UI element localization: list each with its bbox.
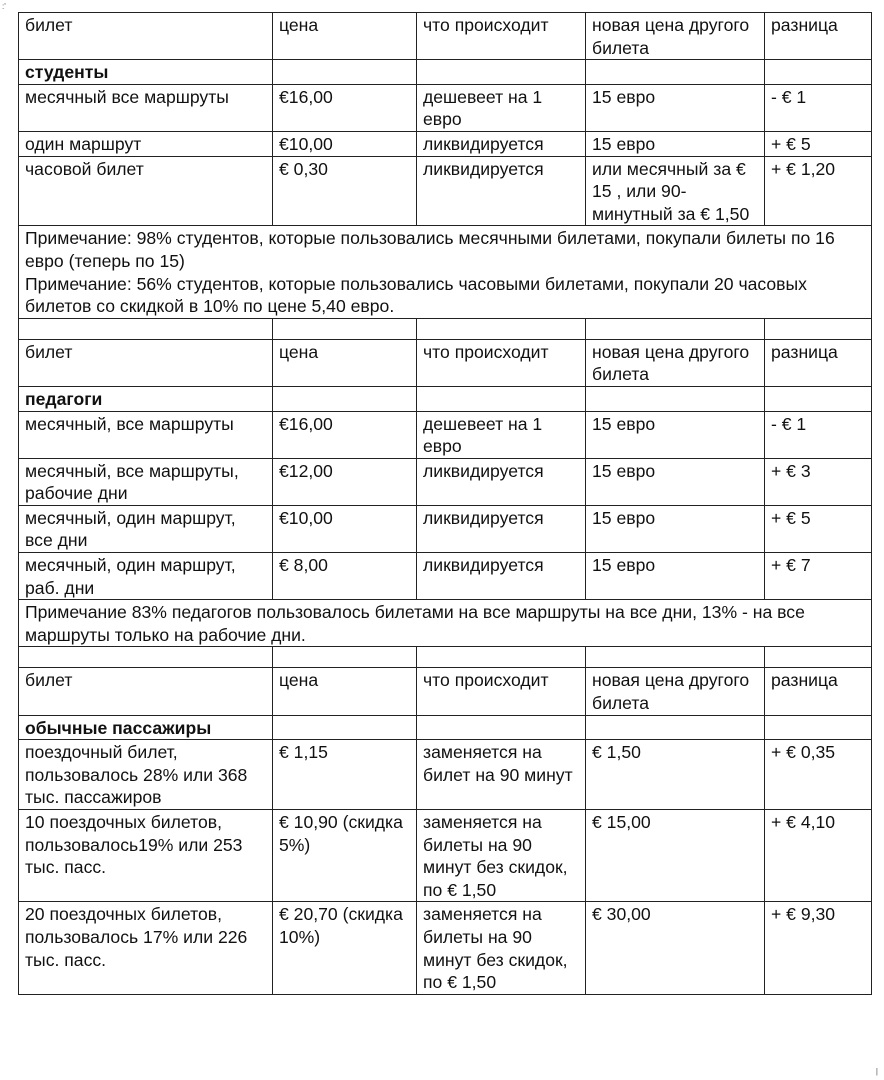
cell-change: дешевеет на 1 евро [417,411,586,458]
cell-change: заменяется на билет на 90 минут [417,740,586,810]
cell-change: дешевеет на 1 евро [417,84,586,131]
cell-price: €16,00 [273,84,417,131]
cell-new-price: 15 евро [586,458,765,505]
empty-cell [417,386,586,411]
section-title: студенты [19,60,273,85]
cell-diff: - € 1 [765,84,872,131]
header-row [19,668,872,715]
column-header-price: цена [273,668,417,715]
section-title: обычные пассажиры [19,715,273,740]
cell-diff: + € 0,35 [765,740,872,810]
cell-price: € 0,30 [273,156,417,226]
cell-diff: + € 5 [765,505,872,552]
cell-price: €12,00 [273,458,417,505]
section-title-row [19,715,872,740]
note-text: Примечание: 98% студентов, которые пользовались месячными билетами, покупали билеты по 16 евро (теперь по 15) [25,228,835,271]
cell-price: €10,00 [273,505,417,552]
empty-cell [586,647,765,668]
table-row [19,156,872,226]
cell-new-price: € 15,00 [586,810,765,902]
table-row [19,505,872,552]
cell-ticket: месячный, один маршрут, раб. дни [19,553,273,600]
cell-change: ликвидируется [417,553,586,600]
cell-diff: + € 9,30 [765,902,872,994]
empty-cell [417,318,586,339]
table-row [19,411,872,458]
cell-diff: - € 1 [765,411,872,458]
cell-new-price: € 30,00 [586,902,765,994]
cell-new-price: 15 евро [586,411,765,458]
cell-new-price: 15 евро [586,84,765,131]
empty-cell [417,647,586,668]
column-header-ticket: билет [19,339,273,386]
empty-cell [586,715,765,740]
empty-cell [586,60,765,85]
cell-price: €10,00 [273,131,417,156]
table-row [19,553,872,600]
cell-new-price: 15 евро [586,505,765,552]
empty-cell [19,318,273,339]
cell-new-price: или месячный за € 15 , или 90-минутный за € 1,50 [586,156,765,226]
cell-ticket: месячный, все маршруты, рабочие дни [19,458,273,505]
cell-change: ликвидируется [417,156,586,226]
header-row [19,339,872,386]
cell-ticket: поездочный билет, пользовалось 28% или 368 тыс. пассажиров [19,740,273,810]
empty-cell [417,60,586,85]
column-header-ticket: билет [19,668,273,715]
cell-price: € 10,90 (скидка 5%) [273,810,417,902]
cell-price: € 1,15 [273,740,417,810]
column-header-new-price: новая цена другого билета [586,13,765,60]
cell-new-price: 15 евро [586,553,765,600]
empty-cell [586,386,765,411]
note-text: Примечание 83% педагогов пользовалось билетами на все маршруты на все дни, 13% - на все маршруты только на рабочие дни. [25,602,805,645]
cell-ticket: месячный, все маршруты [19,411,273,458]
column-header-diff: разница [765,339,872,386]
cell-change: заменяется на билеты на 90 минут без скидок, по € 1,50 [417,810,586,902]
column-header-change: что происходит [417,13,586,60]
cell-new-price: 15 евро [586,131,765,156]
cell-price: €16,00 [273,411,417,458]
cell-ticket: 10 поездочных билетов, пользовалось19% или 253 тыс. пасс. [19,810,273,902]
cell-diff: + € 7 [765,553,872,600]
empty-cell [19,647,273,668]
column-header-change: что происходит [417,339,586,386]
empty-cell [273,715,417,740]
corner-mark-bottom-right: | [875,1067,878,1076]
note-row [19,600,872,647]
ticket-price-table [18,12,872,995]
cell-diff: + € 4,10 [765,810,872,902]
cell-ticket: 20 поездочных билетов, пользовалось 17% или 226 тыс. пасс. [19,902,273,994]
section-title-row [19,60,872,85]
corner-mark-top-left: :' [2,2,6,11]
column-header-diff: разница [765,668,872,715]
note-cell [19,226,872,318]
cell-change: ликвидируется [417,505,586,552]
empty-cell [273,60,417,85]
empty-cell [586,318,765,339]
empty-cell [273,386,417,411]
cell-ticket: часовой билет [19,156,273,226]
column-header-price: цена [273,13,417,60]
empty-cell [765,386,872,411]
document [18,12,871,995]
table-row [19,84,872,131]
cell-price: € 8,00 [273,553,417,600]
cell-change: ликвидируется [417,131,586,156]
empty-cell [765,318,872,339]
column-header-new-price: новая цена другого билета [586,668,765,715]
column-header-new-price: новая цена другого билета [586,339,765,386]
column-header-diff: разница [765,13,872,60]
cell-diff: + € 1,20 [765,156,872,226]
spacer-row [19,318,872,339]
empty-cell [417,715,586,740]
table-row [19,458,872,505]
header-row [19,13,872,60]
cell-change: ликвидируется [417,458,586,505]
cell-diff: + € 5 [765,131,872,156]
cell-change: заменяется на билеты на 90 минут без скидок, по € 1,50 [417,902,586,994]
empty-cell [765,647,872,668]
cell-diff: + € 3 [765,458,872,505]
cell-ticket: месячный, один маршрут, все дни [19,505,273,552]
note-cell [19,600,872,647]
cell-ticket: месячный все маршруты [19,84,273,131]
empty-cell [765,60,872,85]
table-row [19,131,872,156]
column-header-price: цена [273,339,417,386]
column-header-change: что происходит [417,668,586,715]
empty-cell [273,647,417,668]
spacer-row [19,647,872,668]
table-body [19,13,872,995]
note-text: Примечание: 56% студентов, которые пользовались часовыми билетами, покупали 20 часовых билетов со скидкой в 10% по цене 5,40 евро. [25,273,807,317]
note-row [19,226,872,318]
empty-cell [273,318,417,339]
empty-cell [765,715,872,740]
cell-new-price: € 1,50 [586,740,765,810]
table-row [19,810,872,902]
section-title-row [19,386,872,411]
column-header-ticket: билет [19,13,273,60]
cell-price: € 20,70 (скидка 10%) [273,902,417,994]
table-row [19,902,872,994]
table-row [19,740,872,810]
cell-ticket: один маршрут [19,131,273,156]
section-title: педагоги [19,386,273,411]
